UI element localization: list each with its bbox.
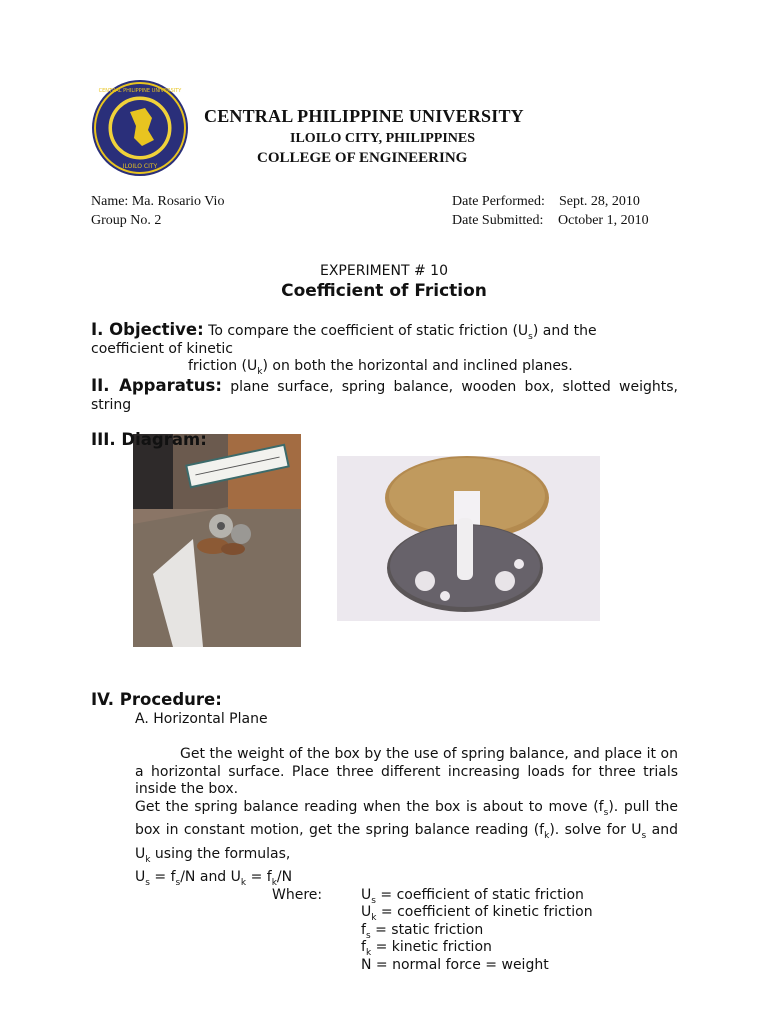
university-location: ILOILO CITY, PHILIPPINES <box>290 131 476 146</box>
date-submitted: October 1, 2010 <box>558 213 649 228</box>
experiment-number: EXPERIMENT # 10 <box>320 263 448 279</box>
diagram-photo-spring-balance <box>133 434 301 647</box>
group-number: Group No. 2 <box>91 213 162 228</box>
objective-text-1: To compare the coefficient of static friction (U <box>208 323 529 339</box>
date-submitted-label: Date Submitted: <box>452 213 544 228</box>
apparatus-heading: II. Apparatus: <box>91 376 222 395</box>
objective-heading: I. Objective: <box>91 320 204 339</box>
objective-section: I. Objective: To compare the coefficient of static friction $(U_s)$ and the <box>91 320 597 342</box>
student-name: Name: Ma. Rosario Vio <box>91 194 225 209</box>
seal-year: 1905 <box>133 146 147 152</box>
definition-n: N = normal force = weight <box>361 957 549 973</box>
procedure-subheading: A. Horizontal Plane <box>135 711 268 727</box>
date-performed-label: Date Performed: <box>452 194 545 209</box>
definition-fs: $f_s$ = static friction <box>361 922 484 941</box>
diagram-heading: III. Diagram: <box>91 430 207 449</box>
university-name: CENTRAL PHILIPPINE UNIVERSITY <box>204 106 524 126</box>
definition-fk: $f_k$ = kinetic friction <box>361 939 492 958</box>
apparatus-text: plane surface, spring balance, wooden box, slotted weights, string <box>91 379 678 413</box>
procedure-para-2: Get the spring balance reading when the box is about to move $(f_s)$. pull the box in constant motion, get the spring balance reading $(f_k)$. solve for $U_s$ and $U_k$ using the formulas, <box>135 799 679 865</box>
college-name: COLLEGE OF ENGINEERING <box>257 150 468 166</box>
where-label: Where: <box>272 887 323 903</box>
definition-us: $U_s$ = coefficient of static friction <box>361 887 584 906</box>
date-performed: Sept. 28, 2010 <box>559 194 640 209</box>
procedure-para-1: Get the weight of the box by the use of spring balance, and place it on a horizontal surface. Place three different increasing loads for three trials inside the box. <box>135 746 678 797</box>
definition-uk: $U_k$ = coefficient of kinetic friction <box>361 904 593 923</box>
procedure-heading: IV. Procedure: <box>91 690 222 709</box>
seal-top-text: CENTRAL PHILIPPINE UNIVERSITY <box>98 88 182 94</box>
objective-text-2: coefficient of kinetic <box>91 341 233 357</box>
apparatus-section <box>91 377 678 414</box>
objective-text-3: friction $(U_k)$ on both the horizontal and inclined planes. <box>188 358 573 377</box>
university-seal <box>90 78 190 178</box>
experiment-title: Coefficient of Friction <box>281 281 487 301</box>
diagram-photo-slotted-weights <box>337 456 600 621</box>
seal-bottom-text: ILOILO CITY <box>122 163 158 170</box>
procedure-formula: $U_s = f_s/N$ and $U_k = f_k/N$ <box>135 869 293 888</box>
